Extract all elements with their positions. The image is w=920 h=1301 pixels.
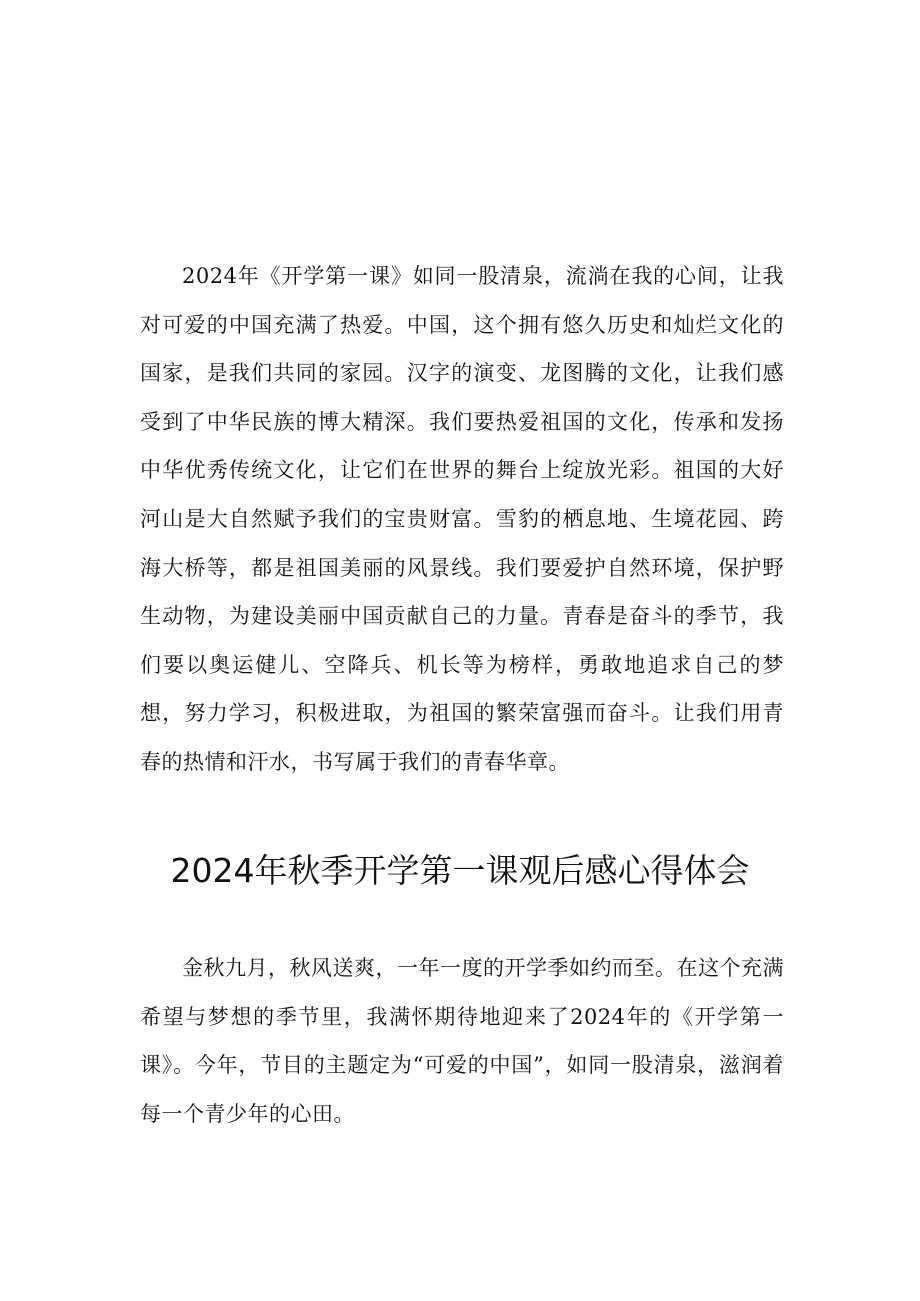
body-paragraph-1: 2024年《开学第一课》如同一股清泉，流淌在我的心间，让我对可爱的中国充满了热爱。中国，这个拥有悠久历史和灿烂文化的国家，是我们共同的家园。汉字的演变、龙图腾的文化，让我们感受到了中华民族的博大精深。我们要热爱祖国的文化，传承和发扬中华优秀传统文化，让它们在世界的舞台上绽放光彩。祖国的大好河山是大自然赋予我们的宝贵财富。雪豹的栖息地、生境花园、跨海大桥等，都是祖国美丽的风景线。我们要爱护自然环境，保护野生动物，为建设美丽中国贡献自己的力量。青春是奋斗的季节，我们要以奥运健儿、空降兵、机长等为榜样，勇敢地追求自己的梦想，努力学习，积极进取，为祖国的繁荣富强而奋斗。让我们用青春的热情和汗水，书写属于我们的青春华章。 (140, 264, 784, 774)
body-paragraph-2: 金秋九月，秋风送爽，一年一度的开学季如约而至。在这个充满希望与梦想的季节里，我满怀期待地迎来了2024年的《开学第一课》。今年，节目的主题定为“可爱的中国”，如同一股清泉，滋润着每一个青少年的心田。 (140, 956, 784, 1126)
section-title: 2024年秋季开学第一课观后感心得体会 (170, 851, 750, 890)
